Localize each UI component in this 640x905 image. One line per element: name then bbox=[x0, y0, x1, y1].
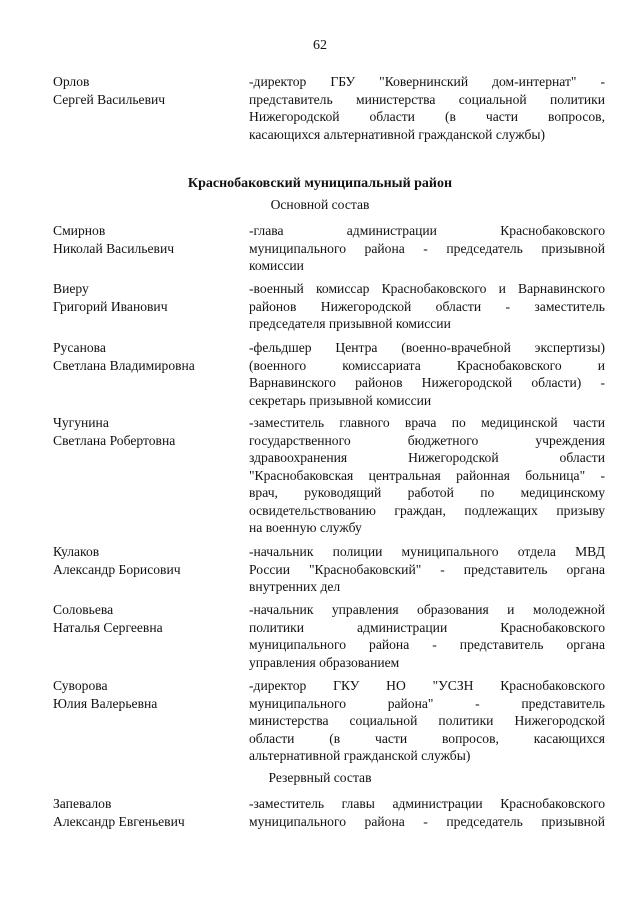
member-surname: Запевалов bbox=[53, 796, 112, 811]
role-line: -заместитель главы администрации Краснобаковского bbox=[249, 796, 605, 811]
role-line: государственного бюджетного учреждения bbox=[249, 432, 605, 448]
member-name bbox=[53, 414, 233, 449]
role-line: муниципального района - представитель органа bbox=[249, 637, 605, 652]
member-surname: Кулаков bbox=[53, 544, 100, 559]
role-line: "Краснобаковская центральная районная больница" - bbox=[249, 467, 605, 483]
role-line: министерства социальной политики Нижегородской bbox=[249, 713, 605, 728]
member-surname: Орлов bbox=[53, 74, 90, 89]
member-name bbox=[53, 677, 233, 712]
role-line: на военную службу bbox=[249, 520, 362, 535]
member-role bbox=[249, 601, 605, 671]
role-line: председателя призывной комиссии bbox=[249, 316, 451, 331]
member-role bbox=[249, 677, 605, 765]
member-given-names: Александр Борисович bbox=[53, 561, 181, 577]
role-line: области (в части вопросов, касающихся bbox=[249, 730, 605, 746]
member-given-names: Николай Васильевич bbox=[53, 240, 175, 256]
member-role bbox=[249, 414, 605, 537]
section-title: Краснобаковский муниципальный район bbox=[187, 176, 453, 191]
member-role bbox=[249, 222, 605, 275]
member-role bbox=[249, 795, 605, 830]
role-line: освидетельствованию граждан, подлежащих призыву bbox=[249, 502, 605, 518]
member-name bbox=[53, 222, 233, 257]
role-line: муниципального района - председатель призывной bbox=[249, 240, 605, 256]
role-line: представитель министерства социальной политики bbox=[249, 91, 605, 107]
role-line: альтернативной гражданской службы) bbox=[249, 748, 471, 763]
member-name bbox=[53, 280, 233, 315]
member-given-names: Григорий Иванович bbox=[53, 298, 168, 314]
role-line: политики администрации Краснобаковского bbox=[249, 619, 605, 635]
role-line: -начальник полиции муниципального отдела МВД bbox=[249, 544, 605, 559]
member-surname: Соловьева bbox=[53, 602, 114, 617]
member-name bbox=[53, 73, 233, 108]
member-surname: Смирнов bbox=[53, 223, 106, 238]
member-name bbox=[53, 601, 233, 636]
role-line: муниципального района" - представитель bbox=[249, 695, 605, 711]
role-line: -военный комиссар Краснобаковского и Варнавинского bbox=[249, 281, 605, 296]
role-line: врач, руководящий работой по медицинскому bbox=[249, 485, 605, 500]
member-surname: Суворова bbox=[53, 678, 108, 693]
member-name bbox=[53, 543, 233, 578]
member-role bbox=[249, 73, 605, 143]
member-given-names: Светлана Владимировна bbox=[53, 357, 195, 373]
member-name bbox=[53, 795, 233, 830]
role-line: Варнавинского районов Нижегородской области) - bbox=[249, 375, 605, 390]
role-line: секретарь призывной комиссии bbox=[249, 392, 432, 408]
role-line: -глава администрации Краснобаковского bbox=[249, 223, 605, 238]
role-line: муниципального района - председатель призывной bbox=[249, 813, 605, 829]
member-given-names: Наталья Сергеевна bbox=[53, 619, 163, 635]
member-name bbox=[53, 339, 233, 374]
role-line: -директор ГБУ "Ковернинский дом-интернат" - bbox=[249, 74, 605, 89]
member-given-names: Александр Евгеньевич bbox=[53, 813, 185, 829]
page-number: 62 bbox=[313, 38, 327, 53]
member-given-names: Сергей Васильевич bbox=[53, 91, 166, 107]
role-line: (военного комиссариата Краснобаковского и bbox=[249, 357, 605, 373]
role-line: -директор ГКУ НО "УСЗН Краснобаковского bbox=[249, 678, 605, 693]
role-line: -фельдшер Центра (военно-врачебной экспертизы) bbox=[249, 340, 605, 355]
role-line: районов Нижегородской области - заместитель bbox=[249, 298, 605, 314]
member-surname: Русанова bbox=[53, 340, 106, 355]
role-line: касающихся альтернативной гражданской службы) bbox=[249, 126, 546, 142]
subsection-main: Основной состав bbox=[270, 197, 370, 212]
role-line: Нижегородской области (в части вопросов, bbox=[249, 109, 605, 124]
role-line: -заместитель главного врача по медицинской части bbox=[249, 415, 605, 430]
subsection-reserve: Резервный состав bbox=[268, 770, 372, 785]
role-line: управления образованием bbox=[249, 654, 400, 670]
member-role bbox=[249, 543, 605, 596]
role-line: комиссии bbox=[249, 258, 304, 273]
role-line: здравоохранения Нижегородской области bbox=[249, 450, 605, 465]
role-line: -начальник управления образования и молодежной bbox=[249, 602, 605, 617]
member-given-names: Юлия Валерьевна bbox=[53, 695, 158, 711]
member-role bbox=[249, 280, 605, 333]
member-surname: Виеру bbox=[53, 281, 89, 296]
member-surname: Чугунина bbox=[53, 415, 109, 430]
member-role bbox=[249, 339, 605, 409]
role-line: России "Краснобаковский" - представитель органа bbox=[249, 561, 605, 577]
member-given-names: Светлана Робертовна bbox=[53, 432, 176, 448]
role-line: внутренних дел bbox=[249, 579, 341, 594]
